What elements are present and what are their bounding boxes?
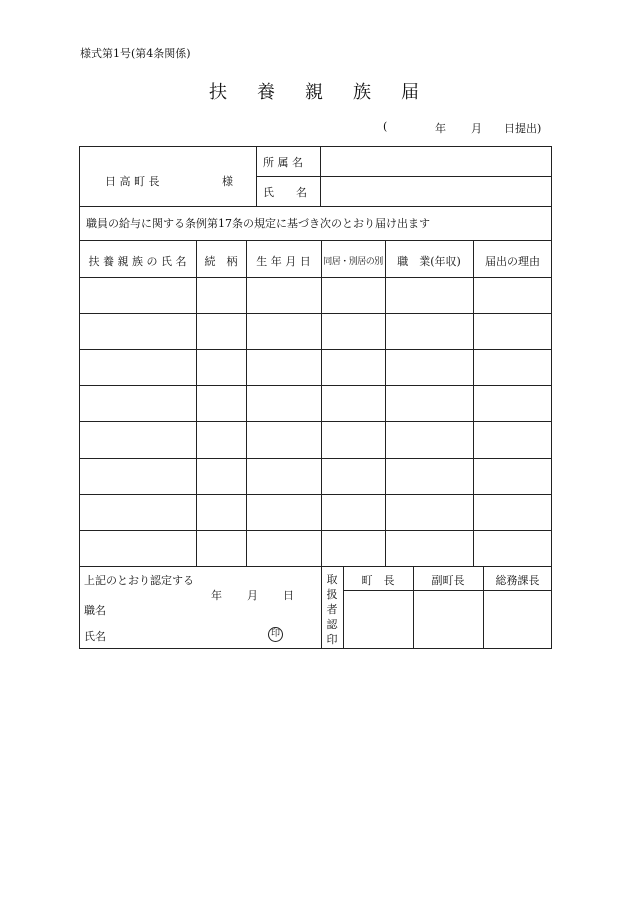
general-affairs-seal-box[interactable] [484, 591, 551, 648]
col-header-cohabitation: 同居・別居の別 [323, 257, 383, 267]
cell-occupation[interactable] [389, 396, 469, 412]
cell-reason[interactable] [477, 324, 548, 340]
cell-birth-date[interactable] [250, 541, 317, 557]
cell-reason[interactable] [477, 541, 548, 557]
mayor-seal-box[interactable] [344, 591, 413, 648]
cell-relationship[interactable] [200, 469, 242, 485]
handler-seal-label: 取扱者認印 [326, 573, 338, 646]
col-header-dependent-name: 扶 養 親 族 の 氏 名 [88, 255, 187, 268]
cell-dependent-name[interactable] [83, 324, 192, 340]
cert-name-label: 氏名 [84, 630, 106, 643]
cell-birth-date[interactable] [250, 360, 317, 376]
col-header-relationship: 続 柄 [204, 255, 238, 268]
form-number: 様式第1号(第4条関係) [80, 47, 191, 60]
cell-occupation[interactable] [389, 288, 469, 304]
cell-dependent-name[interactable] [83, 541, 192, 557]
name-label: 氏 名 [263, 186, 307, 199]
title-char: 扶 [209, 82, 229, 103]
title-char: 族 [353, 82, 373, 103]
addressee-name: 日 高 町 長 [105, 175, 160, 188]
cell-reason[interactable] [477, 505, 548, 521]
cell-birth-date[interactable] [250, 469, 317, 485]
cell-relationship[interactable] [200, 432, 242, 448]
cell-cohabitation[interactable] [325, 324, 381, 340]
affiliation-label: 所 属 名 [263, 156, 303, 169]
cell-cohabitation[interactable] [325, 360, 381, 376]
certification-heading: 上記のとおり認定する [84, 574, 194, 587]
cert-year-label: 年 [211, 589, 222, 602]
cell-dependent-name[interactable] [83, 432, 192, 448]
cell-reason[interactable] [477, 288, 548, 304]
date-paren: ( [383, 120, 388, 133]
cell-relationship[interactable] [200, 324, 242, 340]
cell-cohabitation[interactable] [325, 396, 381, 412]
cell-relationship[interactable] [200, 360, 242, 376]
cell-dependent-name[interactable] [83, 360, 192, 376]
cell-reason[interactable] [477, 469, 548, 485]
title-char: 養 [257, 82, 277, 103]
cell-birth-date[interactable] [250, 396, 317, 412]
seal-icon: 印 [268, 627, 283, 642]
cell-birth-date[interactable] [250, 324, 317, 340]
cell-occupation[interactable] [389, 541, 469, 557]
cell-cohabitation[interactable] [325, 505, 381, 521]
cell-occupation[interactable] [389, 360, 469, 376]
cell-occupation[interactable] [389, 505, 469, 521]
cell-relationship[interactable] [200, 505, 242, 521]
cell-relationship[interactable] [200, 541, 242, 557]
cell-dependent-name[interactable] [83, 288, 192, 304]
approval-header-general-affairs-chief: 総務課長 [495, 574, 540, 587]
title-char: 親 [305, 82, 325, 103]
col-header-occupation: 職 業(年収) [397, 255, 461, 268]
deputy-mayor-seal-box[interactable] [414, 591, 483, 648]
cell-cohabitation[interactable] [325, 469, 381, 485]
cell-birth-date[interactable] [250, 432, 317, 448]
cell-cohabitation[interactable] [325, 541, 381, 557]
cell-cohabitation[interactable] [325, 288, 381, 304]
cert-month-label: 月 [247, 589, 258, 602]
affiliation-field[interactable] [321, 147, 551, 176]
job-title-label: 職名 [84, 604, 106, 617]
cell-dependent-name[interactable] [83, 396, 192, 412]
cell-dependent-name[interactable] [83, 469, 192, 485]
statement-text: 職員の給与に関する条例第17条の規定に基づき次のとおり届け出ます [86, 217, 430, 230]
cell-occupation[interactable] [389, 469, 469, 485]
cell-birth-date[interactable] [250, 505, 317, 521]
cert-day-label: 日 [283, 589, 294, 602]
name-field[interactable] [321, 177, 551, 205]
cell-occupation[interactable] [389, 324, 469, 340]
date-day-label: 日提出) [504, 122, 542, 135]
date-year-label: 年 [435, 122, 446, 135]
cell-birth-date[interactable] [250, 288, 317, 304]
cell-occupation[interactable] [389, 432, 469, 448]
cell-relationship[interactable] [200, 396, 242, 412]
cell-relationship[interactable] [200, 288, 242, 304]
date-month-label: 月 [471, 122, 482, 135]
title-char: 届 [401, 82, 421, 103]
approval-header-mayor: 町 長 [361, 574, 395, 587]
cell-reason[interactable] [477, 396, 548, 412]
cell-reason[interactable] [477, 432, 548, 448]
addressee-honorific: 様 [222, 175, 233, 188]
cell-dependent-name[interactable] [83, 505, 192, 521]
col-header-reason: 届出の理由 [485, 255, 540, 268]
col-header-birth-date: 生 年 月 日 [256, 255, 311, 268]
form-title [0, 78, 630, 104]
cell-reason[interactable] [477, 360, 548, 376]
cell-cohabitation[interactable] [325, 432, 381, 448]
approval-header-deputy-mayor: 副町長 [431, 574, 465, 587]
